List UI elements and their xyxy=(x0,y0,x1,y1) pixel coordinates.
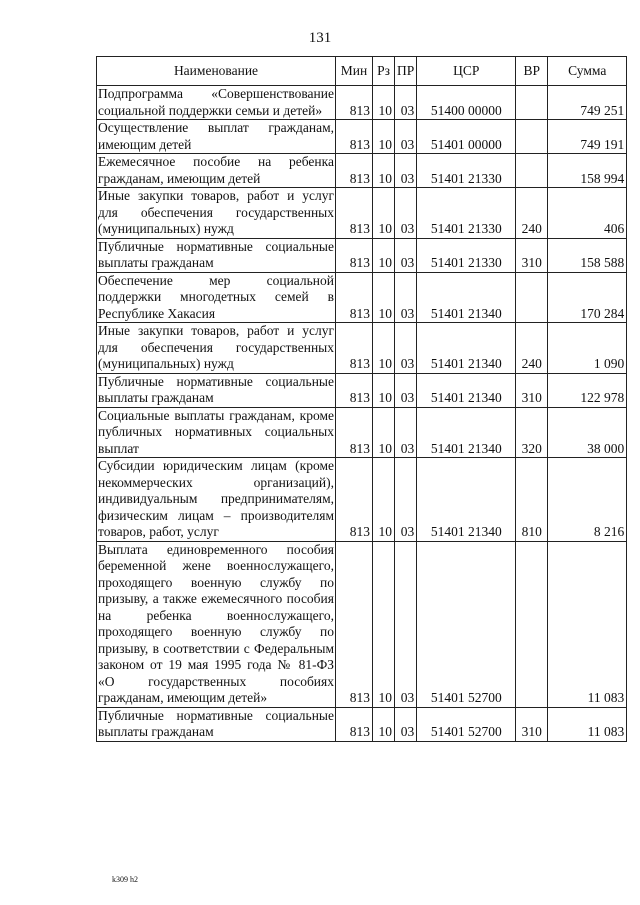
row-min: 813 xyxy=(336,407,373,458)
header-csr: ЦСР xyxy=(417,57,516,86)
row-vr xyxy=(516,120,548,154)
row-sum: 1 090 xyxy=(548,323,627,374)
row-rz: 10 xyxy=(373,407,395,458)
row-sum: 749 251 xyxy=(548,86,627,120)
row-name: Осуществление выплат гражданам, имеющим детей xyxy=(98,120,334,152)
row-pr: 03 xyxy=(395,154,417,188)
table-row xyxy=(97,120,627,154)
row-name: Субсидии юридическим лицам (кроме некоммерческих организаций), индивидуальным предпринимателям, физическим лицам – производителям товаров, работ, услуг xyxy=(98,458,334,539)
row-name: Ежемесячное пособие на ребенка гражданам, имеющим детей xyxy=(98,154,334,186)
row-vr: 320 xyxy=(516,407,548,458)
table-row xyxy=(97,458,627,542)
row-min: 813 xyxy=(336,272,373,323)
footer-code: k309 h2 xyxy=(112,875,138,884)
header-vr: ВР xyxy=(516,57,548,86)
row-csr: 51401 21340 xyxy=(417,458,516,542)
budget-table xyxy=(96,56,627,742)
row-vr xyxy=(516,272,548,323)
row-vr: 310 xyxy=(516,707,548,741)
row-rz: 10 xyxy=(373,188,395,239)
row-vr xyxy=(516,154,548,188)
page-number: 131 xyxy=(308,30,332,46)
row-name: Обеспечение мер социальной поддержки многодетных семей в Республике Хакасия xyxy=(98,272,334,321)
row-sum: 122 978 xyxy=(548,373,627,407)
row-sum: 11 083 xyxy=(548,707,627,741)
header-sum: Сумма xyxy=(548,57,627,86)
row-vr: 310 xyxy=(516,373,548,407)
row-pr: 03 xyxy=(395,407,417,458)
header-rz: Рз xyxy=(373,57,395,86)
row-csr: 51401 21330 xyxy=(417,238,516,272)
row-rz: 10 xyxy=(373,323,395,374)
table-row xyxy=(97,238,627,272)
row-vr: 240 xyxy=(516,323,548,374)
row-rz: 10 xyxy=(373,373,395,407)
row-min: 813 xyxy=(336,238,373,272)
row-rz: 10 xyxy=(373,458,395,542)
row-pr: 03 xyxy=(395,323,417,374)
row-min: 813 xyxy=(336,120,373,154)
row-sum: 38 000 xyxy=(548,407,627,458)
row-rz: 10 xyxy=(373,154,395,188)
row-min: 813 xyxy=(336,323,373,374)
table-row xyxy=(97,707,627,741)
row-sum: 749 191 xyxy=(548,120,627,154)
row-csr: 51401 21340 xyxy=(417,373,516,407)
row-name: Иные закупки товаров, работ и услуг для обеспечения государственных (муниципальных) нужд xyxy=(98,188,334,236)
row-pr: 03 xyxy=(395,707,417,741)
row-name: Публичные нормативные социальные выплаты гражданам xyxy=(98,238,334,270)
row-min: 813 xyxy=(336,373,373,407)
row-min: 813 xyxy=(336,458,373,542)
row-csr: 51401 21330 xyxy=(417,188,516,239)
row-csr: 51401 52700 xyxy=(417,707,516,741)
row-csr: 51401 21340 xyxy=(417,272,516,323)
row-sum: 406 xyxy=(548,188,627,239)
row-name: Подпрограмма «Совершенствование социальной поддержки семьи и детей» xyxy=(98,86,334,118)
row-rz: 10 xyxy=(373,541,395,707)
row-vr: 240 xyxy=(516,188,548,239)
row-csr: 51401 00000 xyxy=(417,120,516,154)
row-sum: 11 083 xyxy=(548,541,627,707)
row-vr xyxy=(516,86,548,120)
row-min: 813 xyxy=(336,154,373,188)
row-vr: 310 xyxy=(516,238,548,272)
table-row xyxy=(97,407,627,458)
row-rz: 10 xyxy=(373,238,395,272)
table-row xyxy=(97,373,627,407)
row-pr: 03 xyxy=(395,238,417,272)
table-row xyxy=(97,541,627,707)
row-csr: 51401 21340 xyxy=(417,323,516,374)
row-pr: 03 xyxy=(395,188,417,239)
row-csr: 51400 00000 xyxy=(417,86,516,120)
row-pr: 03 xyxy=(395,541,417,707)
table-row xyxy=(97,154,627,188)
table-row xyxy=(97,323,627,374)
row-csr: 51401 21340 xyxy=(417,407,516,458)
table-row xyxy=(97,86,627,120)
row-sum: 158 588 xyxy=(548,238,627,272)
row-pr: 03 xyxy=(395,373,417,407)
row-sum: 170 284 xyxy=(548,272,627,323)
row-rz: 10 xyxy=(373,272,395,323)
row-min: 813 xyxy=(336,86,373,120)
row-rz: 10 xyxy=(373,707,395,741)
header-name: Наименование xyxy=(97,57,336,86)
row-rz: 10 xyxy=(373,86,395,120)
row-vr xyxy=(516,541,548,707)
row-min: 813 xyxy=(336,541,373,707)
row-min: 813 xyxy=(336,188,373,239)
table-row xyxy=(97,188,627,239)
table-header-row xyxy=(97,57,627,86)
row-name: Выплата единовременного пособия беременной жене военнослужащего, проходящего военную службу по призыву, а также ежемесячного пособия на ребенка военнослужащего, проходящего военную службу по призыву, в соответствии с Федеральным законом от 19 мая 1995 года № 81-ФЗ «О государственных пособиях гражданам, имеющим детей» xyxy=(98,541,334,705)
header-min: Мин xyxy=(336,57,373,86)
row-name: Публичные нормативные социальные выплаты гражданам xyxy=(98,373,334,405)
row-sum: 8 216 xyxy=(548,458,627,542)
row-sum: 158 994 xyxy=(548,154,627,188)
row-pr: 03 xyxy=(395,120,417,154)
row-name: Публичные нормативные социальные выплаты гражданам xyxy=(98,707,334,739)
row-pr: 03 xyxy=(395,272,417,323)
row-pr: 03 xyxy=(395,86,417,120)
header-pr: ПР xyxy=(395,57,417,86)
row-pr: 03 xyxy=(395,458,417,542)
row-csr: 51401 52700 xyxy=(417,541,516,707)
row-vr: 810 xyxy=(516,458,548,542)
row-csr: 51401 21330 xyxy=(417,154,516,188)
row-name: Социальные выплаты гражданам, кроме публичных нормативных социальных выплат xyxy=(98,407,334,456)
row-rz: 10 xyxy=(373,120,395,154)
row-min: 813 xyxy=(336,707,373,741)
row-name: Иные закупки товаров, работ и услуг для обеспечения государственных (муниципальных) нужд xyxy=(98,323,334,371)
table-row xyxy=(97,272,627,323)
